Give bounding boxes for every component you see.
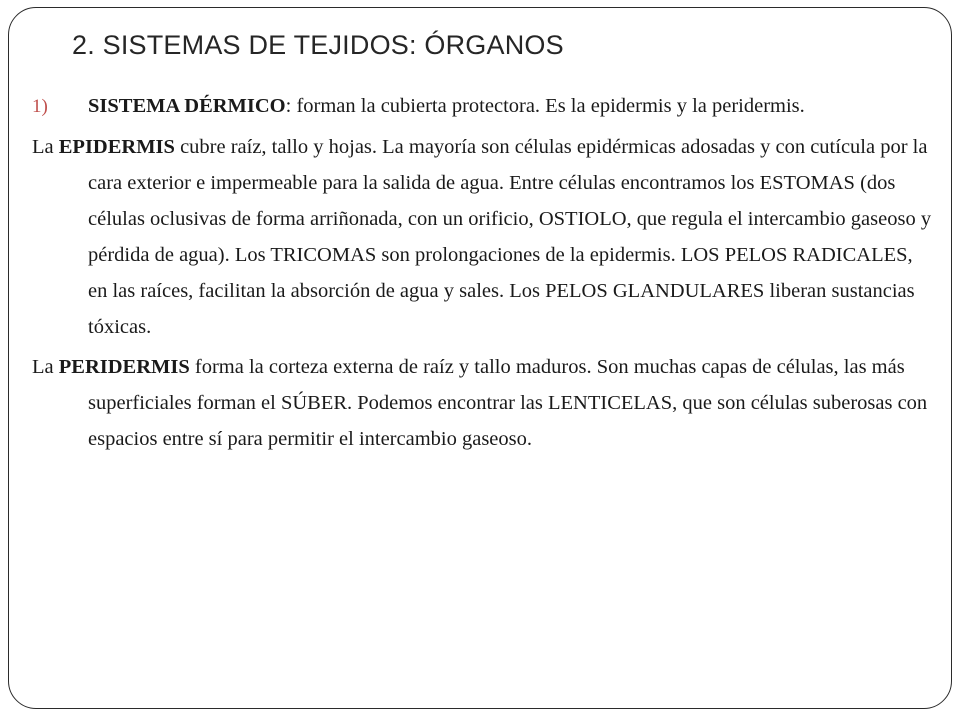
term-epidermis: EPIDERMIS: [58, 136, 175, 158]
paragraph-lead: La: [32, 356, 59, 378]
paragraph-peridermis: [32, 349, 932, 457]
slide-body: [32, 88, 932, 457]
paragraph-text: cubre raíz, tallo y hojas. La mayoría son células epidérmicas adosadas y con cutícula por la cara exterior e impermeable para la salida de agua. Entre células encontramos los ESTOMAS (dos células oclusivas de forma arriñonada, con un orificio, OSTIOLO, que regula el intercambio gaseoso y pérdida de agua). Los TRICOMAS son prolongaciones de la epidermis. LOS PELOS RADICALES, en las raíces, facilitan la absorción de agua y sales. Los PELOS GLANDULARES liberan sustancias tóxicas.: [88, 136, 932, 338]
term-peridermis: PERIDERMIS: [58, 356, 190, 378]
item-number: 1): [32, 96, 48, 117]
paragraph-text: forma la corteza externa de raíz y tallo maduros. Son muchas capas de células, las más superficiales forman el SÚBER. Podemos encontrar las LENTICELAS, que son células suberosas con espacios entre sí para permitir el intercambio gaseoso.: [88, 356, 928, 450]
paragraph-lead: La: [32, 136, 59, 158]
paragraph-epidermis: [32, 129, 932, 345]
term-dermal-system: SISTEMA DÉRMICO: [88, 95, 286, 117]
numbered-item-dermal-system: [32, 88, 932, 125]
slide-title: 2. SISTEMAS DE TEJIDOS: ÓRGANOS: [72, 30, 564, 60]
item-description: : forman la cubierta protectora. Es la epidermis y la peridermis.: [285, 95, 805, 117]
